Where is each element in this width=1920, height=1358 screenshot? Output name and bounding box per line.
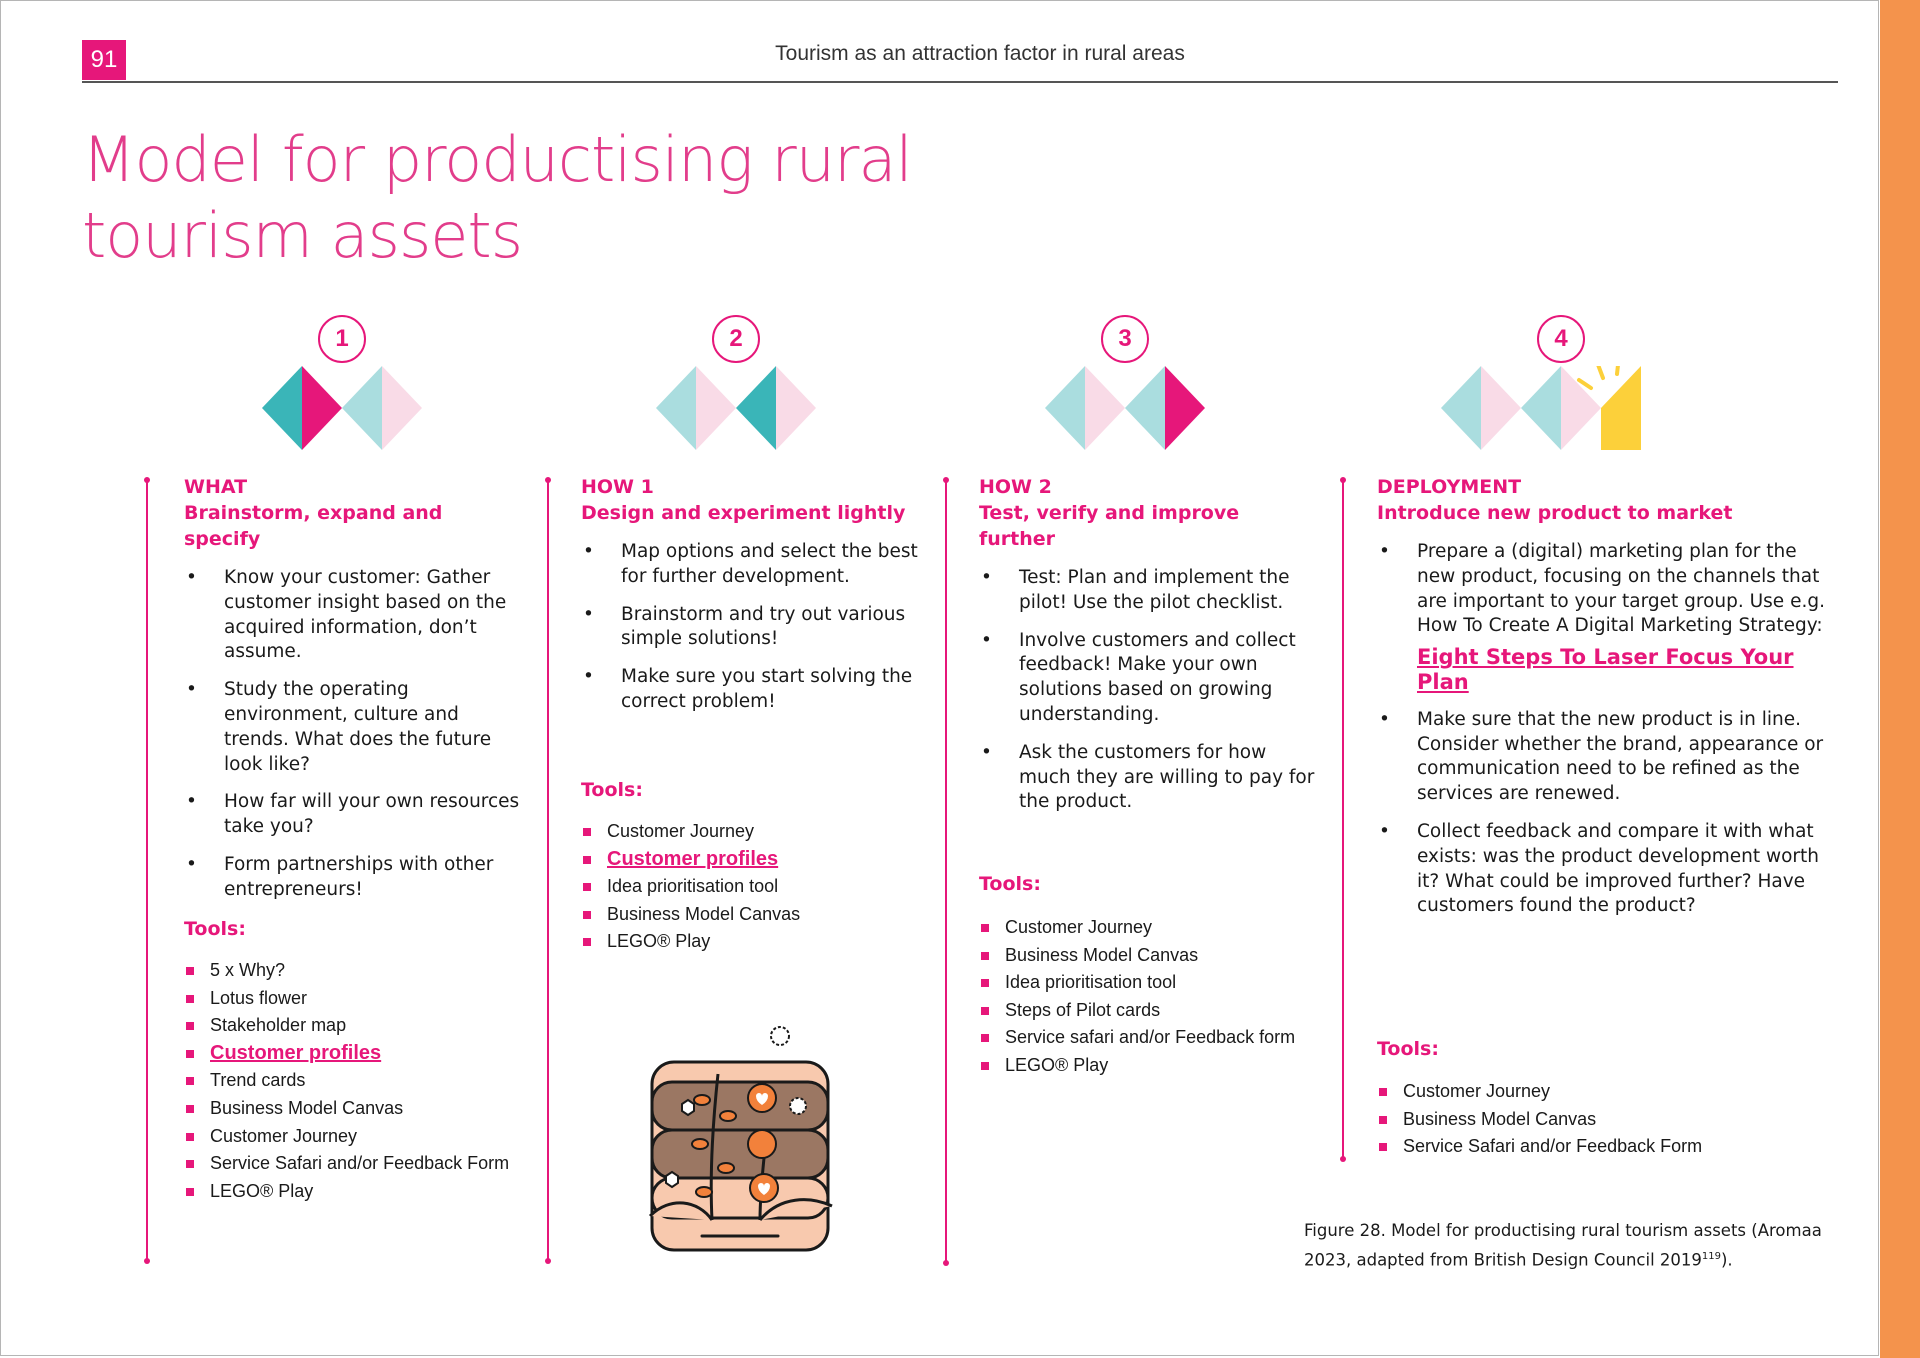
column-divider — [146, 480, 148, 1262]
divider-dot — [943, 477, 949, 483]
marketing-strategy-link[interactable]: Eight Steps To Laser Focus Your Plan — [1417, 645, 1794, 694]
tool-item: Idea prioritisation tool — [979, 969, 1319, 997]
page-title — [82, 122, 982, 274]
divider-dot — [144, 1258, 150, 1264]
column-divider — [1342, 480, 1344, 1160]
step-number-badge: 1 — [318, 315, 366, 363]
caption-reference[interactable]: 119 — [1701, 1251, 1721, 1262]
list-item: • Study the operating environment, culture and trends. What does the future look like? — [184, 678, 524, 777]
tools-list — [979, 914, 1319, 1080]
tool-item: Customer Journey — [184, 1123, 524, 1151]
list-item: • Make sure that the new product is in line. Consider whether the brand, appearance or communication need to be refined as the services are renewed. — [1377, 708, 1837, 807]
list-item: • How far will your own resources take you? — [184, 790, 524, 840]
list-item: • Know your customer: Gather customer insight based on the acquired information, don’t assume. — [184, 566, 524, 665]
tool-item: Service Safari and/or Feedback Form — [1377, 1133, 1837, 1161]
caption-end: ). — [1721, 1250, 1733, 1270]
column-divider — [945, 480, 947, 1264]
tools-heading: Tools: — [184, 918, 246, 940]
tool-item: LEGO® Play — [979, 1052, 1319, 1080]
tool-item: Business Model Canvas — [979, 942, 1319, 970]
list-item: • Map options and select the best for further development. — [581, 540, 921, 590]
tool-item: Business Model Canvas — [184, 1095, 524, 1123]
step-subtitle: Brainstorm, expand and specify — [184, 502, 443, 550]
step-label: WHAT — [184, 476, 248, 498]
step-subtitle: Design and experiment lightly — [581, 502, 906, 524]
tools-heading: Tools: — [1377, 1038, 1439, 1060]
step-number-badge: 3 — [1101, 315, 1149, 363]
step-column-how-1 — [581, 474, 921, 728]
divider-dot — [545, 477, 551, 483]
tool-item: Customer Journey — [581, 818, 921, 846]
page-number: 91 — [82, 40, 126, 80]
list-item-text: Prepare a (digital) marketing plan for the new product, focusing on the channels that are important to your target group. Use e.g. How To Create A Digital Marketing Strategy: — [1417, 541, 1825, 637]
tool-link-customer-profiles[interactable]: Customer profiles — [184, 1040, 524, 1068]
list-item: • Make sure you start solving the correct problem! — [581, 665, 921, 715]
tool-item: Stakeholder map — [184, 1012, 524, 1040]
list-item: • Ask the customers for how much they are willing to pay for the product. — [979, 741, 1319, 815]
bullet-list — [184, 566, 524, 903]
divider-dot — [1340, 477, 1346, 483]
tools-list — [581, 818, 921, 956]
step-column-what — [184, 474, 524, 916]
list-item: • Form partnerships with other entrepreneurs! — [184, 853, 524, 903]
running-title: Tourism as an attraction factor in rural areas — [775, 42, 1185, 65]
tool-item: Customer Journey — [1377, 1078, 1837, 1106]
light-burst-icon — [1579, 366, 1619, 388]
page-title-line-1: Model for productising rural — [82, 123, 912, 196]
bullet-list — [1377, 540, 1837, 919]
bullet-list — [979, 566, 1319, 815]
list-item: • Brainstorm and try out various simple solutions! — [581, 603, 921, 653]
step-label: DEPLOYMENT — [1377, 476, 1522, 498]
tools-list — [184, 957, 524, 1205]
tool-item: Trend cards — [184, 1067, 524, 1095]
list-item: • Involve customers and collect feedback! Make your own solutions based on growing understanding. — [979, 629, 1319, 728]
list-item — [1377, 540, 1837, 695]
step-subtitle: Introduce new product to market — [1377, 502, 1733, 524]
column-divider — [547, 480, 549, 1262]
diamond-pair-icon — [1441, 366, 1641, 450]
tool-item: Business Model Canvas — [581, 901, 921, 929]
tool-link-customer-profiles[interactable]: Customer profiles — [581, 846, 921, 874]
tool-item: Idea prioritisation tool — [581, 873, 921, 901]
step-number-badge: 4 — [1537, 315, 1585, 363]
step-label: HOW 2 — [979, 476, 1052, 498]
step-column-deployment — [1377, 474, 1837, 932]
step-column-how-2 — [979, 474, 1319, 828]
page-title-line-2: tourism assets — [82, 199, 523, 272]
tools-heading: Tools: — [581, 779, 643, 801]
divider-dot — [943, 1260, 949, 1266]
list-item: • Test: Plan and implement the pilot! Use the pilot checklist. — [979, 566, 1319, 616]
tool-item: Customer Journey — [979, 914, 1319, 942]
figure-caption — [1304, 1218, 1844, 1274]
header-divider — [82, 81, 1838, 83]
side-color-band — [1880, 0, 1920, 1358]
tool-item: Lotus flower — [184, 985, 524, 1013]
divider-dot — [545, 1258, 551, 1264]
tool-item: 5 x Why? — [184, 957, 524, 985]
tool-item: LEGO® Play — [581, 928, 921, 956]
tool-item: Steps of Pilot cards — [979, 997, 1319, 1025]
plant-phone-illustration — [620, 1020, 860, 1260]
divider-dot — [144, 477, 150, 483]
caption-text: Figure 28. Model for productising rural tourism assets (Aromaa 2023, adapted from British Design Council 2019 — [1304, 1221, 1822, 1270]
divider-dot — [1340, 1156, 1346, 1162]
step-subtitle: Test, verify and improve further — [979, 502, 1240, 550]
tool-item: LEGO® Play — [184, 1178, 524, 1206]
tool-item: Service safari and/or Feedback form — [979, 1024, 1319, 1052]
list-item: • Collect feedback and compare it with what exists: was the product development worth it? What could be improved further? Have customers found the product? — [1377, 820, 1837, 919]
bullet-list — [581, 540, 921, 715]
step-number-badge: 2 — [712, 315, 760, 363]
diamond-pair-icon — [1045, 366, 1225, 450]
tool-item: Service Safari and/or Feedback Form — [184, 1150, 524, 1178]
tool-item: Business Model Canvas — [1377, 1106, 1837, 1134]
tools-list — [1377, 1078, 1837, 1161]
diamond-pair-icon — [262, 366, 442, 450]
step-label: HOW 1 — [581, 476, 654, 498]
diamond-pair-icon — [656, 366, 836, 450]
tools-heading: Tools: — [979, 873, 1041, 895]
